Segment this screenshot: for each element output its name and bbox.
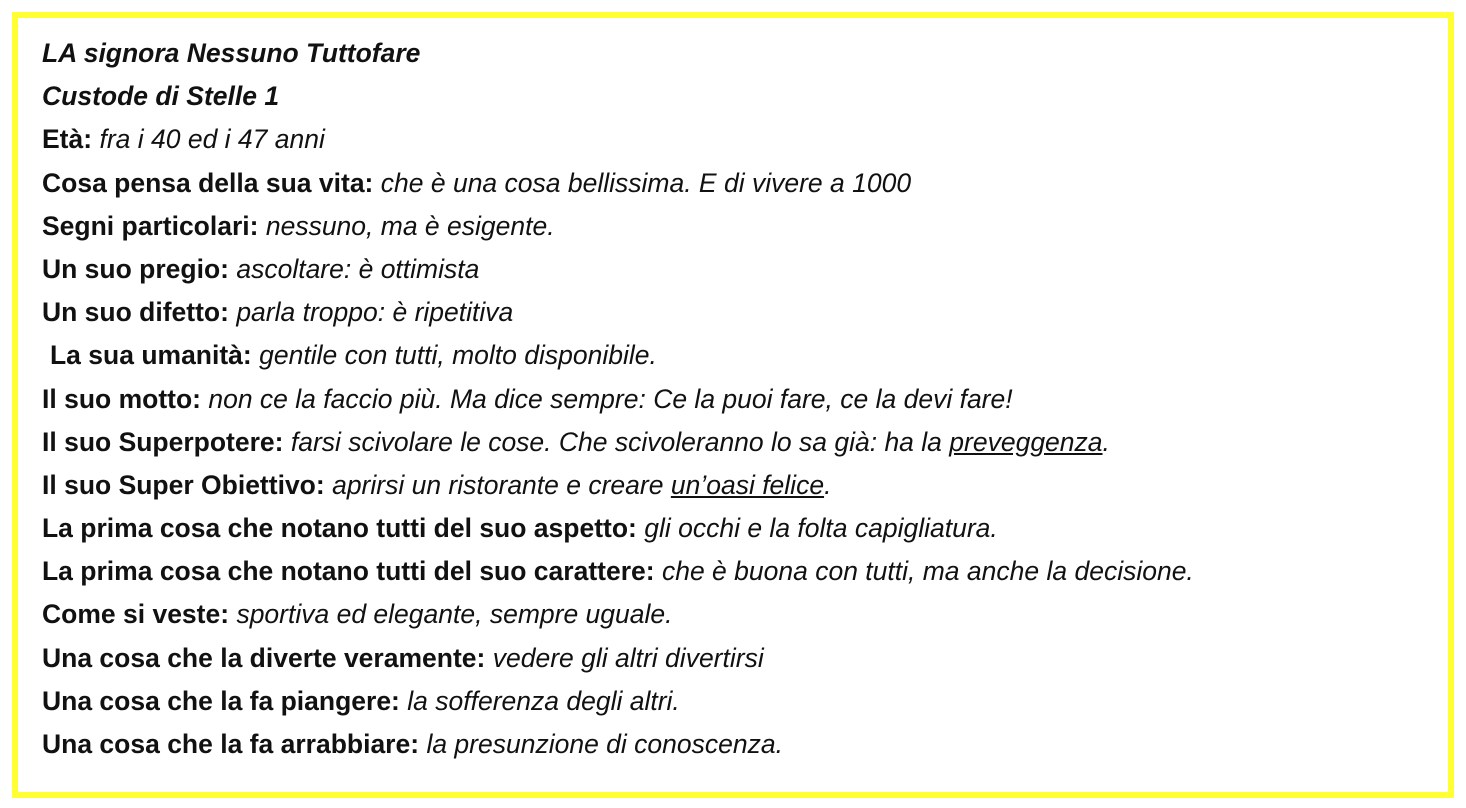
entry-value-underlined: un’oasi felice xyxy=(670,469,825,500)
document-subtitle: Custode di Stelle 1 xyxy=(42,81,280,112)
entry-value-punct: . xyxy=(824,469,832,500)
entry-value xyxy=(332,470,831,500)
entry-motto xyxy=(42,378,1194,421)
entry-label: Il suo Super Obiettivo: xyxy=(42,469,325,500)
entry-value-text: aprirsi un ristorante e creare xyxy=(332,469,664,500)
entry-label: Segni particolari: xyxy=(42,210,259,241)
entry-value: la sofferenza degli altri. xyxy=(407,685,680,716)
entry-value: gentile con tutti, molto disponibile. xyxy=(259,340,657,371)
entry-label: Il suo Superpotere: xyxy=(42,426,284,457)
entry-label: Come si veste: xyxy=(42,599,230,630)
entry-difetto xyxy=(42,291,1194,334)
entry-value: non ce la faccio più. Ma dice sempre: Ce la puoi fare, ce la devi fare! xyxy=(208,383,1013,414)
entry-value: parla troppo: è ripetitiva xyxy=(236,297,514,328)
entry-super-obiettivo xyxy=(42,464,1194,507)
entry-cosa-pensa xyxy=(42,162,1194,205)
entry-piangere xyxy=(42,680,1194,723)
entry-label: La prima cosa che notano tutti del suo carattere: xyxy=(42,556,655,587)
entry-eta xyxy=(42,118,1194,161)
entry-come-si-veste xyxy=(42,593,1194,636)
entry-value-underlined: preveggenza xyxy=(949,426,1103,457)
entry-value: nessuno, ma è esigente. xyxy=(265,210,555,241)
document-frame xyxy=(12,12,1454,798)
entry-diverte xyxy=(42,637,1194,680)
entry-value-text: farsi scivolare le cose. Che scivoleranno lo sa già: ha la xyxy=(290,426,942,457)
entry-label: Un suo pregio: xyxy=(42,253,229,284)
entry-segni-particolari xyxy=(42,205,1194,248)
document-body xyxy=(42,32,1194,766)
entry-label: La sua umanità: xyxy=(50,340,252,371)
entry-label: Una cosa che la fa piangere: xyxy=(42,685,400,716)
entry-value: fra i 40 ed i 47 anni xyxy=(99,124,325,155)
entry-value: vedere gli altri divertirsi xyxy=(492,642,764,673)
entry-label: Il suo motto: xyxy=(42,383,201,414)
entry-superpotere xyxy=(42,421,1194,464)
entry-umanita xyxy=(42,334,1194,377)
entry-pregio xyxy=(42,248,1194,291)
entry-value: che è una cosa bellissima. E di vivere a 1000 xyxy=(380,167,912,198)
entry-aspetto xyxy=(42,507,1194,550)
entry-label: Un suo difetto: xyxy=(42,297,229,328)
entry-label: Cosa pensa della sua vita: xyxy=(42,167,374,198)
entry-carattere xyxy=(42,550,1194,593)
entry-value: la presunzione di conoscenza. xyxy=(426,729,783,759)
entry-value: ascoltare: è ottimista xyxy=(236,253,480,284)
entry-value: che è buona con tutti, ma anche la decisione. xyxy=(661,556,1194,587)
entry-value: sportiva ed elegante, sempre uguale. xyxy=(236,599,673,630)
entry-label: Una cosa che la diverte veramente: xyxy=(42,642,486,673)
entry-label: Una cosa che la fa arrabbiare: xyxy=(42,729,420,759)
entry-label: Età: xyxy=(42,124,93,155)
entry-arrabbiare xyxy=(42,723,1194,766)
document-title: LA signora Nessuno Tuttofare xyxy=(42,38,421,68)
entry-label: La prima cosa che notano tutti del suo aspetto: xyxy=(42,513,637,544)
entry-value-punct: . xyxy=(1102,426,1110,457)
entry-value: gli occhi e la folta capigliatura. xyxy=(644,513,998,544)
entry-value xyxy=(291,427,1110,457)
